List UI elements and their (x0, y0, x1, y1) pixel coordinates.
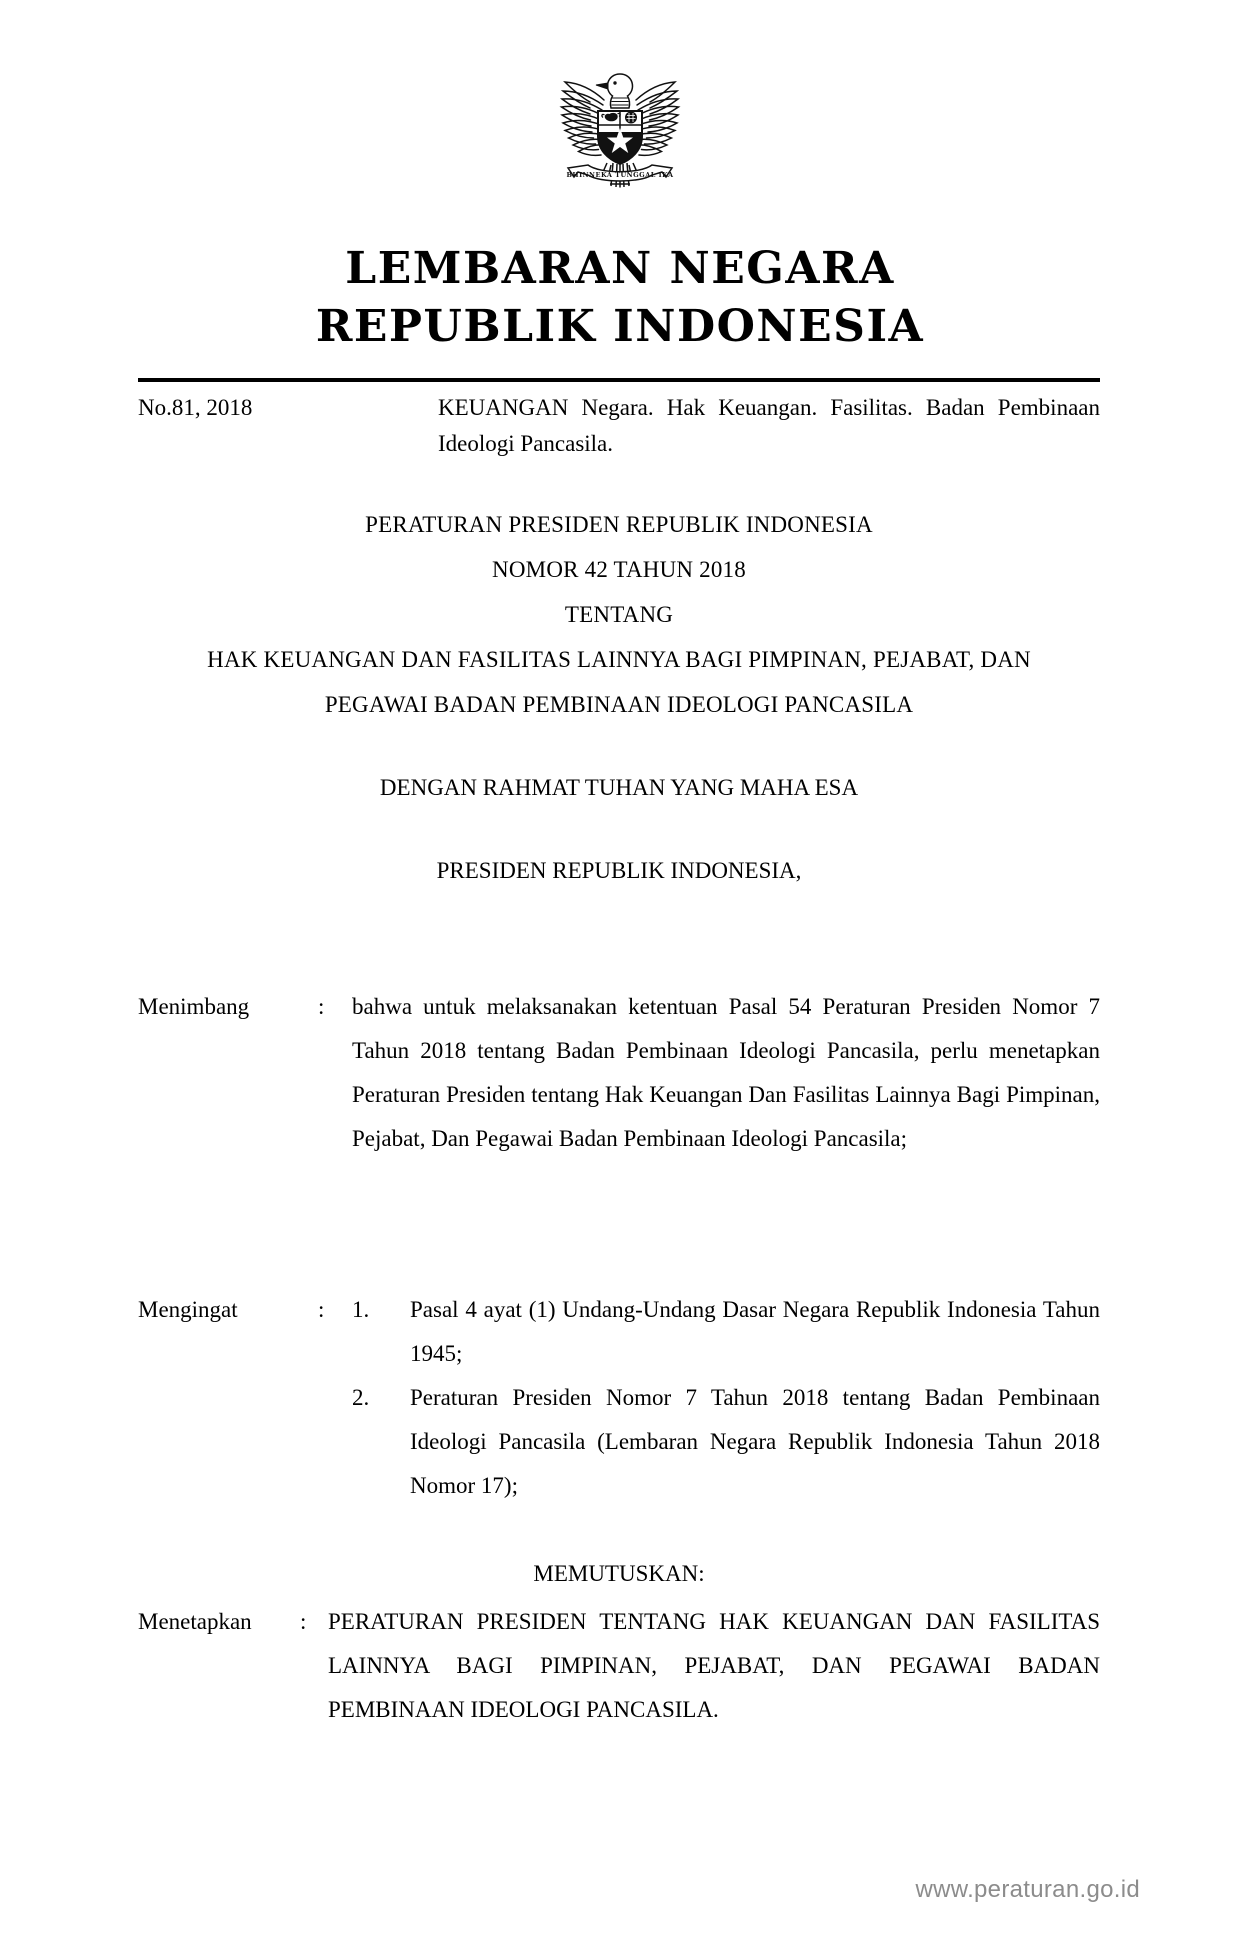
gazette-subject: KEUANGAN Negara. Hak Keuangan. Fasilitas. Badan Pembinaan Ideologi Pancasila. (438, 395, 1100, 456)
list-item-number: 1. (352, 1297, 370, 1322)
memutuskan-heading: MEMUTUSKAN: (533, 1561, 705, 1586)
masthead-line-2: REPUBLIK INDONESIA (315, 301, 925, 352)
gazette-number-row (138, 390, 1100, 462)
menimbang-label: Menimbang (138, 994, 250, 1019)
invocation-line-1: DENGAN RAHMAT TUHAN YANG MAHA ESA (379, 775, 859, 800)
header-divider (138, 378, 1100, 382)
clause-menimbang (138, 985, 1100, 1161)
invocation-spacer (138, 810, 1100, 848)
regulation-title-block (138, 502, 1100, 727)
clause-menetapkan (138, 1600, 1100, 1732)
menimbang-colon: : (318, 994, 325, 1019)
menetapkan-body: PERATURAN PRESIDEN TENTANG HAK KEUANGAN DAN FASILITAS LAINNYA BAGI PIMPINAN, PEJABAT, DAN PEGAWAI BADAN PEMBINAAN IDEOLOGI PANCASILA. (328, 1609, 1100, 1722)
list-item (352, 1288, 1100, 1376)
garuda-pancasila-icon (540, 52, 700, 194)
menimbang-body: bahwa untuk melaksanakan ketentuan Pasal 54 Peraturan Presiden Nomor 7 Tahun 2018 tentang Badan Pembinaan Ideologi Pancasila, perlu menetapkan Peraturan Presiden tentang Hak Keuangan Dan Fasilitas Lainnya Bagi Pimpinan, Pejabat, Dan Pegawai Badan Pembinaan Ideologi Pancasila; (352, 994, 1100, 1151)
mengingat-label: Mengingat (138, 1297, 238, 1322)
gazette-number: No.81, 2018 (138, 395, 253, 420)
footer-url: www.peraturan.go.id (915, 1876, 1140, 1903)
list-item-number: 2. (352, 1385, 370, 1410)
list-item (352, 1376, 1100, 1508)
title-line-3: TENTANG (564, 602, 674, 627)
menetapkan-colon: : (300, 1609, 307, 1634)
mengingat-list (352, 1288, 1100, 1508)
menetapkan-label: Menetapkan (138, 1609, 252, 1634)
invocation-block (138, 765, 1100, 893)
invocation-line-2: PRESIDEN REPUBLIK INDONESIA, (436, 858, 802, 883)
title-line-2: NOMOR 42 TAHUN 2018 (492, 557, 746, 582)
masthead-line-1: LEMBARAN NEGARA (345, 243, 895, 294)
emblem-container (0, 52, 1240, 199)
title-line-5: PEGAWAI BADAN PEMBINAAN IDEOLOGI PANCASILA (324, 692, 914, 717)
list-item-text: Peraturan Presiden Nomor 7 Tahun 2018 tentang Badan Pembinaan Ideologi Pancasila (Lembaran Negara Republik Indonesia Tahun 2018 Nomor 17); (410, 1385, 1100, 1498)
mengingat-colon: : (318, 1297, 325, 1322)
title-line-1: PERATURAN PRESIDEN REPUBLIK INDONESIA (365, 512, 873, 537)
title-line-4: HAK KEUANGAN DAN FASILITAS LAINNYA BAGI PIMPINAN, PEJABAT, DAN (207, 647, 1031, 672)
masthead (0, 240, 1240, 356)
svg-text:BHINNEKA TUNGGAL IKA: BHINNEKA TUNGGAL IKA (566, 171, 674, 179)
list-item-text: Pasal 4 ayat (1) Undang-Undang Dasar Negara Republik Indonesia Tahun 1945; (410, 1297, 1100, 1366)
clause-mengingat (138, 1288, 1100, 1508)
